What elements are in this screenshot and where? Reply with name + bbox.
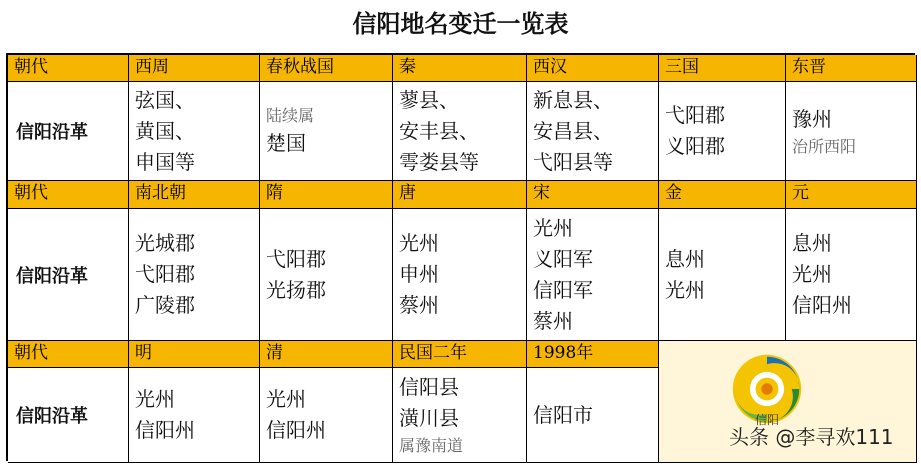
cell-line: 安昌县、 <box>533 118 613 143</box>
table-cell <box>527 209 659 341</box>
cell-line: 申州 <box>399 262 439 286</box>
cell-line: 信阳军 <box>533 277 593 302</box>
cell-line: 息州 <box>665 246 705 271</box>
cell-note: 陆续属 <box>266 105 315 125</box>
cell-line: 弋阳县等 <box>533 149 613 174</box>
cell-line: 光州 <box>399 231 439 255</box>
header-cell: 明 <box>129 341 260 368</box>
header-cell: 民国二年 <box>393 341 527 368</box>
header-cell: 宋 <box>527 181 659 209</box>
header-cell: 西周 <box>129 55 260 82</box>
table-cell <box>786 82 917 181</box>
cell-line: 潢川县 <box>399 406 459 430</box>
cell-line: 蔡州 <box>533 308 573 333</box>
table-cell <box>129 368 260 463</box>
header-cell: 元 <box>786 181 917 209</box>
cell-line: 楚国 <box>266 130 306 155</box>
header-cell: 唐 <box>393 181 527 209</box>
header-cell: 春秋战国 <box>260 55 393 82</box>
header-cell: 朝代 <box>8 341 129 368</box>
cell-line: 光州 <box>665 277 705 302</box>
cell-line: 光州 <box>266 387 306 411</box>
cell-line: 弦国、 <box>135 87 195 112</box>
header-cell: 南北朝 <box>129 181 260 209</box>
cell-note: 治所西阳 <box>792 136 857 156</box>
header-cell: 朝代 <box>8 55 129 82</box>
cell-line: 光州 <box>533 215 573 240</box>
table-cell <box>659 209 786 341</box>
table-cell <box>393 368 527 463</box>
row-label: 信阳沿革 <box>8 368 129 463</box>
history-table <box>6 53 915 461</box>
header-cell: 隋 <box>260 181 393 209</box>
logo-caption: 信阳 <box>755 413 780 427</box>
header-cell: 东晋 <box>786 55 917 82</box>
header-cell: 1998年 <box>527 341 659 368</box>
cell-line: 信阳州 <box>792 293 852 317</box>
row-label: 信阳沿革 <box>8 82 129 181</box>
table-cell <box>527 82 659 181</box>
table-cell <box>260 368 393 463</box>
table-cell <box>260 82 393 181</box>
header-cell: 金 <box>659 181 786 209</box>
watermark-area <box>659 341 917 463</box>
cell-line: 弋阳郡 <box>266 246 326 271</box>
cell-line: 豫州 <box>792 106 832 131</box>
header-cell: 三国 <box>659 55 786 82</box>
header-cell: 秦 <box>393 55 527 82</box>
table-cell <box>393 82 527 181</box>
watermark-text: 头条 @李寻欢111 <box>729 425 894 449</box>
cell-line: 光扬郡 <box>266 277 326 302</box>
cell-line: 弋阳郡 <box>665 103 725 127</box>
cell-line: 广陵郡 <box>135 293 195 317</box>
cell-line: 蓼县、 <box>399 87 459 112</box>
cell-line: 光州 <box>792 262 832 286</box>
cell-line: 义阳郡 <box>665 134 725 158</box>
cell-line: 雩娄县等 <box>399 149 479 174</box>
header-cell: 朝代 <box>8 181 129 209</box>
cell-line: 义阳军 <box>533 246 593 271</box>
cell-note: 属豫南道 <box>399 436 464 455</box>
cell-line: 安丰县、 <box>399 118 479 143</box>
table-cell <box>527 368 659 463</box>
cell-line: 申国等 <box>135 149 195 174</box>
table-cell <box>659 82 786 181</box>
table-cell <box>129 82 260 181</box>
page-title: 信阳地名变迁一览表 <box>352 10 569 38</box>
table-cell <box>260 209 393 341</box>
cell-line: 黄国、 <box>135 118 195 143</box>
table-cell <box>786 209 917 341</box>
cell-line: 息州 <box>792 231 832 255</box>
cell-line: 蔡州 <box>399 293 439 317</box>
row-label: 信阳沿革 <box>8 209 129 341</box>
cell-line: 信阳州 <box>266 418 326 442</box>
cell-line: 信阳市 <box>533 402 593 427</box>
cell-line: 光州 <box>135 387 175 411</box>
cell-line: 信阳县 <box>399 375 459 399</box>
cell-line: 光城郡 <box>135 231 195 255</box>
cell-line: 弋阳郡 <box>135 262 195 286</box>
cell-line: 新息县、 <box>533 87 613 112</box>
table-cell <box>129 209 260 341</box>
header-cell: 西汉 <box>527 55 659 82</box>
table-cell <box>393 209 527 341</box>
cell-line: 信阳州 <box>135 418 195 442</box>
header-cell: 清 <box>260 341 393 368</box>
